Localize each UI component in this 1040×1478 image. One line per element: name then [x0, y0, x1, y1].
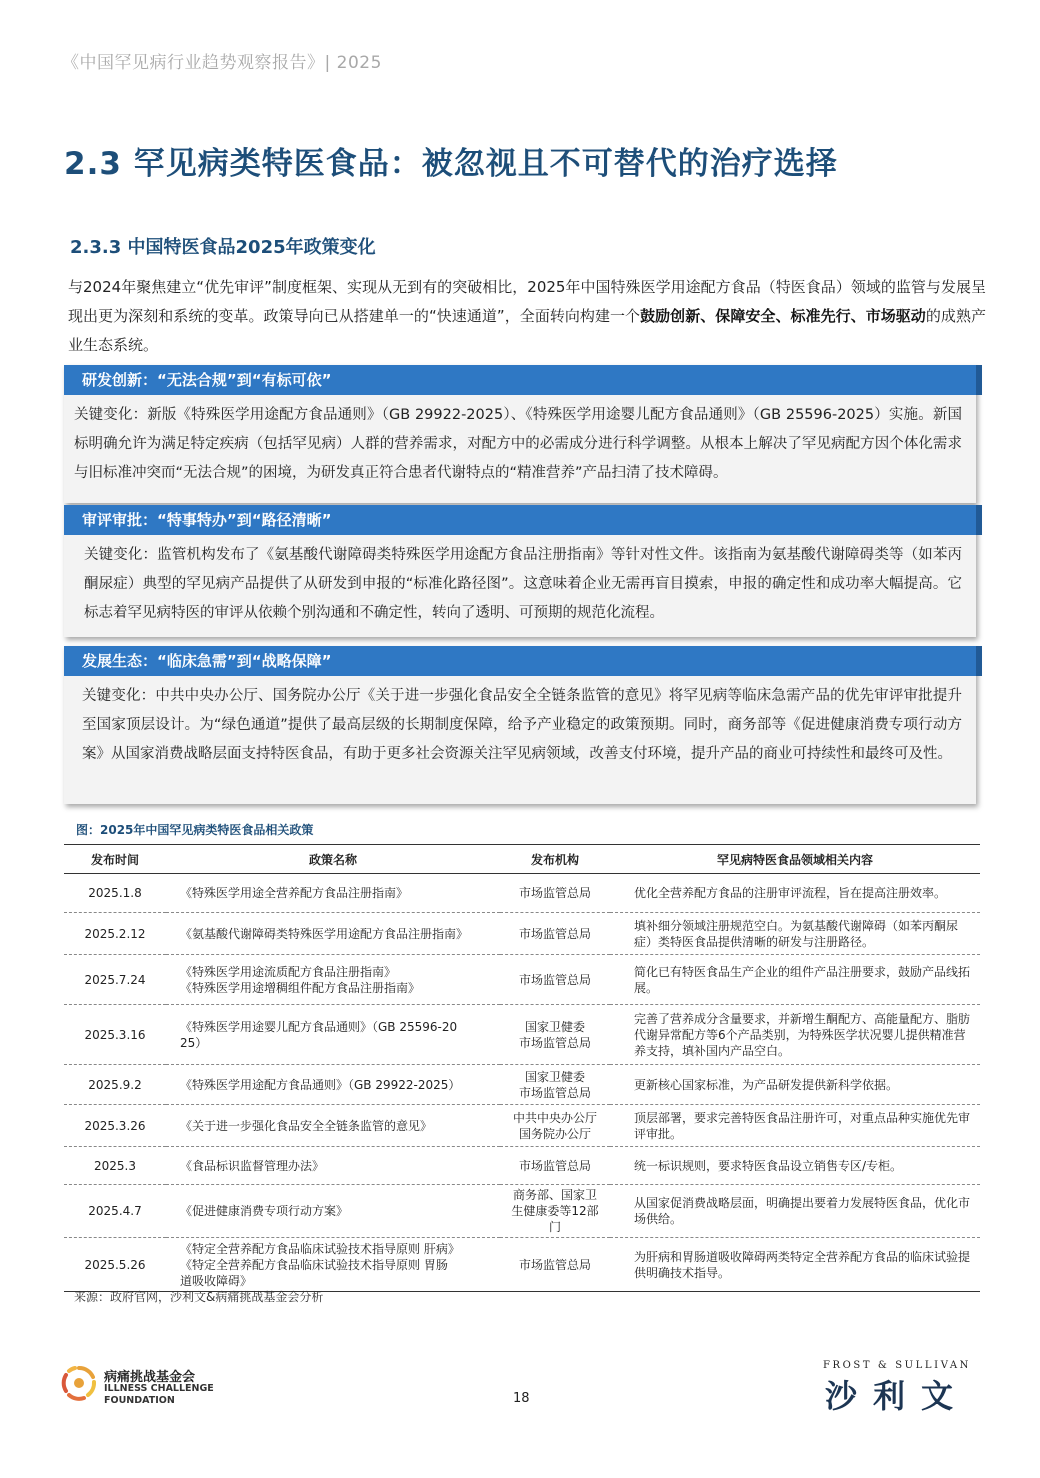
cell-content: 填补细分领域注册规范空白。为氨基酸代谢障碍（如苯丙酮尿症）类特医食品提供清晰的研发与注册路径。: [610, 913, 980, 955]
cell-content: 简化已有特医食品生产企业的组件产品注册要求，鼓励产品线拓展。: [610, 955, 980, 1005]
issuer-line: 国家卫健委: [524, 1069, 585, 1084]
foundation-name-en-line2: FOUNDATION: [104, 1395, 175, 1406]
foundation-name-en: [104, 1383, 214, 1407]
cell-policy-name: [166, 913, 500, 955]
foundation-name-en-line1: ILLNESS CHALLENGE: [104, 1383, 214, 1394]
policy-name-line: 《关于进一步强化食品安全全链条监管的意见》: [180, 1118, 433, 1133]
table-row: [64, 1185, 980, 1238]
cell-policy-name: [166, 1005, 500, 1065]
intro-text-2: 的成熟产业生态系统。: [68, 307, 986, 354]
cell-content: 统一标识规则，要求特医食品设立销售专区/专柜。: [610, 1147, 980, 1185]
cell-issuer: [500, 955, 610, 1005]
policy-box-rd: [64, 365, 976, 503]
issuer-line: 生健康委等12部: [511, 1204, 599, 1218]
box-body-rd: 关键变化：新版《特殊医学用途配方食品通则》（GB 29922-2025）、《特殊医学用途婴儿配方食品通则》（GB 25596-2025）实施。新国标明确允许为满足特定疾病（包括罕见病）人群的营养需求，对配方中的必需成分进行科学调整。从根本上解决了罕见病配方因个体化需求与旧标准冲突而“无法合规”的困境，为研发真正符合患者代谢特点的“精准营养”产品扫清了技术障碍。: [74, 407, 962, 481]
intro-text-1: 与2024年聚焦建立“优先审评”制度框架、实现从无到有的突破相比，2025年中国特殊医学用途配方食品（特医食品）领域的监管与发展呈现出更为深刻和系统的变革。政策导向已从搭建单一的“快速通道”，全面转向构建一个: [68, 278, 986, 325]
cell-policy-name: [166, 955, 500, 1005]
policy-name-line: 《特殊医学用途婴儿配方食品通则》（GB 25596-20: [180, 1019, 458, 1034]
policy-name-line: 《特定全营养配方食品临床试验技术指导原则 肝病》: [180, 1241, 460, 1256]
policy-name-line: 《促进健康消费专项行动方案》: [180, 1204, 349, 1218]
policy-name-line: 《特殊医学用途增稠组件配方食品注册指南》: [180, 980, 421, 995]
cell-date: 2025.7.24: [64, 955, 166, 1005]
issuer-line: 国家卫健委: [524, 1019, 585, 1034]
cell-date: 2025.2.12: [64, 913, 166, 955]
cell-issuer: [500, 1238, 610, 1292]
table-row: [64, 955, 980, 1005]
cell-issuer: [500, 1065, 610, 1105]
frost-sullivan-name-cn: 沙利文: [824, 1377, 969, 1415]
subsection-title: 2.3.3 中国特医食品2025年政策变化: [70, 237, 376, 258]
issuer-line: 中共中央办公厅: [512, 1110, 597, 1125]
cell-issuer: [500, 1105, 610, 1147]
issuer-line: 国务院办公厅: [518, 1126, 591, 1141]
issuer-line: 门: [548, 1220, 561, 1234]
page-number: 18: [513, 1391, 530, 1406]
policy-name-line: 《特殊医学用途配方食品通则》（GB 29922-2025）: [180, 1077, 461, 1092]
box-body-ecosystem: 关键变化：中共中央办公厅、国务院办公厅《关于进一步强化食品安全全链条监管的意见》将罕见病等临床急需产品的优先审评审批提升至国家顶层设计。为“绿色通道”提供了最高层级的长期制度保障，给予产业稳定的政策预期。同时，商务部等《促进健康消费专项行动方案》从国家消费战略层面支持特医食品，有助于更多社会资源关注罕见病领域，改善支付环境，提升产品的商业可持续性和最终可及性。: [82, 688, 962, 762]
cell-policy-name: [166, 1147, 500, 1185]
cell-date: 2025.5.26: [64, 1238, 166, 1292]
foundation-name-cn: 病痛挑战基金会: [104, 1370, 196, 1385]
cell-policy-name: [166, 1105, 500, 1147]
policy-box-review: [64, 505, 976, 637]
cell-policy-name: [166, 874, 500, 913]
issuer-line: 市场监管总局: [518, 1158, 591, 1173]
header-policy-name: 政策名称: [166, 845, 500, 874]
cell-policy-name: [166, 1065, 500, 1105]
cell-content: 为肝病和胃肠道吸收障碍两类特定全营养配方食品的临床试验提供明确技术指导。: [610, 1238, 980, 1292]
header-issuer: 发布机构: [500, 845, 610, 874]
issuer-line: 市场监管总局: [518, 972, 591, 987]
foundation-mark-icon: [60, 1364, 98, 1402]
issuer-line: 市场监管总局: [518, 886, 591, 900]
policy-name-line: 《食品标识监督管理办法》: [180, 1158, 325, 1173]
policy-name-line: 《特殊医学用途流质配方食品注册指南》: [180, 964, 397, 979]
cell-date: 2025.3: [64, 1147, 166, 1185]
table-header-row: [64, 845, 980, 874]
policy-box-ecosystem: [64, 646, 976, 804]
table-row: [64, 1238, 980, 1292]
box-title-ecosystem: 发展生态：“临床急需”到“战略保障”: [64, 646, 976, 676]
header-date: 发布时间: [64, 845, 166, 874]
cell-date: 2025.3.16: [64, 1005, 166, 1065]
illness-challenge-logo: [60, 1364, 230, 1414]
cell-issuer: [500, 874, 610, 913]
box-body-review: 关键变化：监管机构发布了《氨基酸代谢障碍类特殊医学用途配方食品注册指南》等针对性文件。该指南为氨基酸代谢障碍类等（如苯丙酮尿症）典型的罕见病产品提供了从研发到申报的“标准化路径图”。这意味着企业无需再盲目摸索，申报的确定性和成功率大幅提高。它标志着罕见病特医的审评从依赖个别沟通和不确定性，转向了透明、可预期的规范化流程。: [84, 547, 962, 621]
box-title-review: 审评审批：“特事特办”到“路径清晰”: [64, 505, 976, 535]
table-caption: 图：2025年中国罕见病类特医食品相关政策: [76, 823, 314, 837]
frost-sullivan-logo: [804, 1360, 990, 1415]
cell-date: 2025.9.2: [64, 1065, 166, 1105]
cell-date: 2025.4.7: [64, 1185, 166, 1238]
issuer-line: 市场监管总局: [518, 926, 591, 941]
policy-name-line: 《特殊医学用途全营养配方食品注册指南》: [180, 886, 409, 900]
policy-name-line: 25）: [180, 1035, 208, 1050]
table-row: [64, 1105, 980, 1147]
box-title-rd: 研发创新：“无法合规”到“有标可依”: [64, 365, 976, 395]
cell-policy-name: [166, 1238, 500, 1292]
section-title: 2.3 罕见病类特医食品：被忽视且不可替代的治疗选择: [64, 146, 838, 182]
frost-sullivan-name-en: FROST & SULLIVAN: [822, 1360, 972, 1371]
policy-name-line: 《特定全营养配方食品临床试验技术指导原则 胃肠: [180, 1257, 448, 1272]
running-header: 《中国罕见病行业趋势观察报告》| 2025: [62, 53, 382, 73]
cell-content: 优化全营养配方食品的注册审评流程，旨在提高注册效率。: [610, 874, 980, 913]
cell-issuer: [500, 913, 610, 955]
cell-policy-name: [166, 1185, 500, 1238]
intro-paragraph: [68, 273, 986, 360]
issuer-line: 市场监管总局: [518, 1257, 591, 1272]
source-note: 来源：政府官网，沙利文&病痛挑战基金会分析: [74, 1290, 324, 1304]
cell-content: 顶层部署，要求完善特医食品注册许可，对重点品种实施优先审评审批。: [610, 1105, 980, 1147]
issuer-line: 市场监管总局: [518, 1085, 591, 1100]
table-row: [64, 1005, 980, 1065]
issuer-line: 市场监管总局: [518, 1035, 591, 1050]
cell-date: 2025.3.26: [64, 1105, 166, 1147]
table-row: [64, 1147, 980, 1185]
policy-name-line: 《氨基酸代谢障碍类特殊医学用途配方食品注册指南》: [180, 926, 469, 941]
intro-emphasis: 鼓励创新、保障安全、标准先行、市场驱动: [640, 307, 926, 325]
table-row: [64, 1065, 980, 1105]
cell-date: 2025.1.8: [64, 874, 166, 913]
header-content: 罕见病特医食品领域相关内容: [610, 845, 980, 874]
issuer-line: 商务部、国家卫: [512, 1188, 597, 1202]
cell-issuer: [500, 1147, 610, 1185]
cell-content: 从国家促消费战略层面，明确提出要着力发展特医食品，优化市场供给。: [610, 1185, 980, 1238]
table-row: [64, 874, 980, 913]
policy-name-line: 道吸收障碍》: [180, 1273, 253, 1288]
policy-table: [64, 844, 980, 1292]
cell-content: 完善了营养成分含量要求，并新增生酮配方、高能量配方、脂肪代谢异常配方等6个产品类别，为特殊医学状况婴儿提供精准营养支持，填补国内产品空白。: [610, 1005, 980, 1065]
cell-content: 更新核心国家标准，为产品研发提供新科学依据。: [610, 1065, 980, 1105]
cell-issuer: [500, 1005, 610, 1065]
cell-issuer: [500, 1185, 610, 1238]
table-row: [64, 913, 980, 955]
